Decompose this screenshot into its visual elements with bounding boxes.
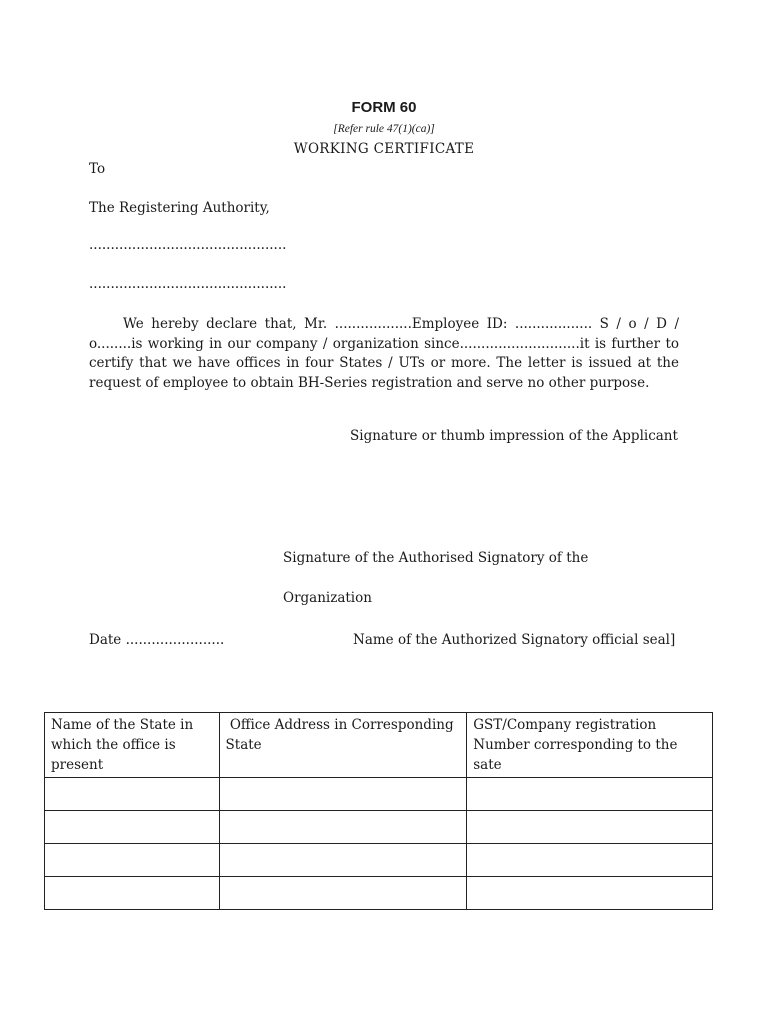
address-line-1: .............................................. — [89, 237, 287, 253]
table-cell — [467, 778, 713, 811]
form-title: FORM 60 — [351, 99, 417, 116]
table-cell — [467, 811, 713, 844]
signatory-label: Signature of the Authorised Signatory of the — [283, 550, 589, 566]
table-row — [45, 778, 713, 811]
table-row — [45, 877, 713, 910]
offices-table — [44, 712, 713, 910]
organization-label: Organization — [283, 590, 372, 606]
declaration-text: We hereby declare that, Mr. ..................Employee ID: .................. S / o / D / o........is working in our company / organization since............................it is further to certify that we have offices in four States / UTs or more. The letter is issued at the request of employee to obtain BH-Series registration and serve no other purpose. — [89, 316, 679, 391]
certificate-heading: WORKING CERTIFICATE — [293, 141, 475, 157]
table-cell — [219, 877, 467, 910]
header-state: Name of the State in which the office is present — [45, 713, 220, 778]
address-authority: The Registering Authority, — [89, 200, 270, 216]
rule-reference: [Refer rule 47(1)(ca)] — [333, 123, 435, 135]
header-gst-number: GST/Company registration Number corresponding to the sate — [467, 713, 713, 778]
table-cell — [219, 844, 467, 877]
table-cell — [45, 811, 220, 844]
table-cell — [467, 877, 713, 910]
header-office-address: Office Address in Corresponding State — [219, 713, 467, 778]
table-cell — [467, 844, 713, 877]
declaration-paragraph — [89, 315, 679, 393]
applicant-signature-label: Signature or thumb impression of the Applicant — [350, 428, 678, 444]
table-cell — [219, 778, 467, 811]
table-header-row — [45, 713, 713, 778]
address-to: To — [89, 161, 106, 177]
table-cell — [45, 778, 220, 811]
table-row — [45, 811, 713, 844]
table-row — [45, 844, 713, 877]
seal-label: Name of the Authorized Signatory official seal] — [353, 632, 676, 648]
table-cell — [219, 811, 467, 844]
table-cell — [45, 844, 220, 877]
date-field: Date ....................... — [89, 632, 225, 648]
address-line-2: .............................................. — [89, 276, 287, 292]
table-cell — [45, 877, 220, 910]
